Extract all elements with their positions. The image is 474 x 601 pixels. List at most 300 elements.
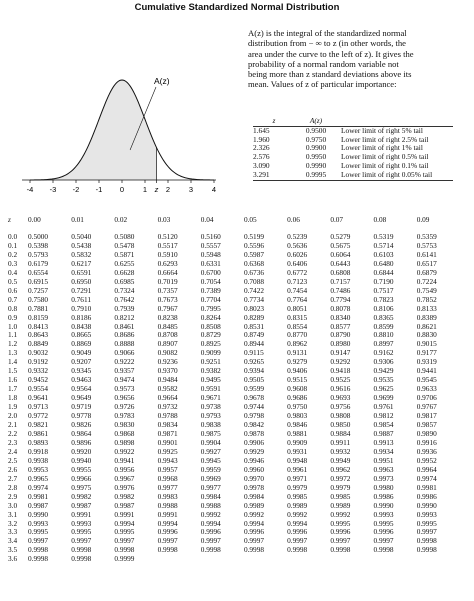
table-cell: 0.8023 xyxy=(243,303,265,313)
table-cell: 0.9616 xyxy=(330,384,351,394)
table-cell: 0.7794 xyxy=(330,294,351,304)
table-cell: 0.8907 xyxy=(157,339,178,349)
table-cell: 0.9938 xyxy=(28,455,49,465)
crit-a: 0.9500 xyxy=(305,125,327,135)
table-cell: 0.8413 xyxy=(28,321,49,331)
table-cell: 0.9812 xyxy=(373,411,394,421)
crit-z: 3.090 xyxy=(253,160,270,170)
row-z-value: 1.1 xyxy=(8,330,18,340)
table-cell: 0.9927 xyxy=(200,446,221,456)
table-cell: 0.9964 xyxy=(416,464,437,474)
table-cell: 0.6179 xyxy=(28,258,49,268)
table-cell: 0.6554 xyxy=(28,267,49,277)
table-cell: 0.6293 xyxy=(157,258,178,268)
critical-value-row xyxy=(253,171,453,180)
crit-desc: Lower limit of right 0.5% tail xyxy=(341,152,429,162)
table-cell: 0.9960 xyxy=(243,464,265,474)
table-cell: 0.9998 xyxy=(200,545,221,555)
row-z-value: 0.4 xyxy=(8,267,18,277)
table-cell: 0.9934 xyxy=(373,446,394,456)
header-az: A(z) xyxy=(309,116,323,125)
table-cell: 0.9783 xyxy=(114,411,135,421)
table-cell: 0.6103 xyxy=(373,249,394,259)
table-cell: 0.6808 xyxy=(330,267,351,277)
table-cell: 0.9988 xyxy=(200,500,221,510)
table-cell: 0.9633 xyxy=(416,384,437,394)
row-z-value: 0.1 xyxy=(8,240,18,250)
table-cell: 0.9911 xyxy=(330,437,351,447)
table-cell: 0.7673 xyxy=(157,294,178,304)
crit-desc: Lower limit of right 5% tail xyxy=(341,125,423,135)
table-cell: 0.9981 xyxy=(416,482,437,492)
table-cell: 0.5160 xyxy=(200,232,221,241)
row-z-value: 1.4 xyxy=(8,357,18,367)
table-cell: 0.9821 xyxy=(28,420,49,430)
table-cell: 0.9953 xyxy=(28,464,49,474)
table-cell: 0.9909 xyxy=(287,437,308,447)
table-cell: 0.9875 xyxy=(200,428,221,438)
row-z-value: 2.2 xyxy=(8,428,18,438)
table-cell: 0.6141 xyxy=(416,249,437,259)
table-cell: 0.9990 xyxy=(373,500,394,510)
table-cell: 0.9115 xyxy=(243,348,264,358)
table-cell: 0.8665 xyxy=(71,330,92,340)
table-cell: 0.9713 xyxy=(28,402,49,412)
table-cell: 0.9998 xyxy=(416,536,437,546)
table-cell: 0.7764 xyxy=(287,294,308,304)
table-cell: 0.8554 xyxy=(287,321,308,331)
table-cell: 0.5714 xyxy=(373,240,394,250)
row-z-value: 3.1 xyxy=(8,509,18,519)
table-cell: 0.7734 xyxy=(243,294,265,304)
table-cell: 0.9904 xyxy=(200,437,221,447)
table-cell: 0.9756 xyxy=(330,402,351,412)
table-cell: 0.5832 xyxy=(71,249,92,259)
table-cell: 0.9441 xyxy=(416,366,437,376)
table-cell: 0.9949 xyxy=(330,455,351,465)
table-cell: 0.9996 xyxy=(287,527,308,537)
table-cell: 0.9871 xyxy=(157,428,178,438)
table-cell: 0.9842 xyxy=(243,420,265,430)
table-cell: 0.9997 xyxy=(71,536,92,546)
table-cell: 0.6700 xyxy=(200,267,221,277)
table-cell: 0.6736 xyxy=(243,267,265,277)
shaded-area xyxy=(30,80,157,180)
table-cell: 0.9980 xyxy=(373,482,394,492)
description-line: distribution from − ∞ to z (in other words, the xyxy=(248,38,406,49)
table-cell: 0.9991 xyxy=(114,509,135,519)
table-cell: 0.9992 xyxy=(243,509,265,519)
critical-values-header xyxy=(253,117,453,126)
table-cell: 0.9998 xyxy=(373,545,394,555)
table-cell: 0.9793 xyxy=(200,411,221,421)
table-cell: 0.6664 xyxy=(157,267,178,277)
table-cell: 0.7257 xyxy=(28,285,49,295)
table-cell: 0.9706 xyxy=(416,393,437,403)
table-cell: 0.9913 xyxy=(373,437,394,447)
table-cell: 0.7704 xyxy=(200,294,221,304)
row-z-value: 3.6 xyxy=(8,554,18,564)
table-cell: 0.9332 xyxy=(28,366,49,376)
table-cell: 0.8389 xyxy=(416,312,437,322)
table-cell: 0.6331 xyxy=(200,258,221,268)
table-cell: 0.9484 xyxy=(157,375,178,385)
table-cell: 0.5517 xyxy=(157,240,178,250)
table-cell: 0.9864 xyxy=(71,428,92,438)
table-cell: 0.9857 xyxy=(416,420,437,430)
table-cell: 0.5199 xyxy=(243,232,265,241)
row-z-value: 1.2 xyxy=(8,339,18,349)
table-cell: 0.9991 xyxy=(157,509,178,519)
table-cell: 0.9992 xyxy=(330,509,351,519)
table-cell: 0.9761 xyxy=(373,402,394,412)
table-cell: 0.9925 xyxy=(157,446,178,456)
table-cell: 0.9554 xyxy=(28,384,49,394)
table-cell: 0.5636 xyxy=(287,240,308,250)
table-cell: 0.9906 xyxy=(243,437,265,447)
description-line: being more than z standard deviations above its xyxy=(248,69,412,80)
table-cell: 0.9948 xyxy=(287,455,308,465)
tick-label: -1 xyxy=(95,185,103,194)
table-cell: 0.7967 xyxy=(157,303,178,313)
crit-z: 1.960 xyxy=(253,134,270,144)
table-cell: 0.9916 xyxy=(416,437,437,447)
table-cell: 0.8186 xyxy=(71,312,92,322)
table-cell: 0.6985 xyxy=(114,276,135,286)
table-cell: 0.9955 xyxy=(71,464,92,474)
table-cell: 0.9986 xyxy=(416,491,437,501)
table-cell: 0.9750 xyxy=(287,402,308,412)
table-cell: 0.6591 xyxy=(71,267,92,277)
crit-a: 0.9990 xyxy=(305,160,327,170)
table-cell: 0.9978 xyxy=(243,482,265,492)
table-cell: 0.9997 xyxy=(243,536,265,546)
column-header: 0.02 xyxy=(114,215,128,224)
table-cell: 0.9973 xyxy=(373,473,394,483)
table-cell: 0.9977 xyxy=(200,482,221,492)
table-cell: 0.9984 xyxy=(243,491,265,501)
table-cell: 0.9991 xyxy=(71,509,92,519)
table-cell: 0.6628 xyxy=(114,267,135,277)
table-cell: 0.9452 xyxy=(28,375,49,385)
table-cell: 0.9015 xyxy=(416,339,437,349)
table-cell: 0.7486 xyxy=(330,285,351,295)
table-cell: 0.9744 xyxy=(243,402,265,412)
table-cell: 0.9970 xyxy=(243,473,265,483)
table-cell: 0.9988 xyxy=(157,500,178,510)
table-cell: 0.9969 xyxy=(200,473,221,483)
table-cell: 0.9591 xyxy=(200,384,221,394)
table-cell: 0.8944 xyxy=(243,339,265,349)
column-header: 0.09 xyxy=(416,215,430,224)
table-cell: 0.5871 xyxy=(114,249,135,259)
table-cell: 0.9505 xyxy=(243,375,265,385)
table-cell: 0.9997 xyxy=(200,536,221,546)
table-cell: 0.9625 xyxy=(373,384,394,394)
table-cell: 0.8643 xyxy=(28,330,49,340)
table-cell: 0.9990 xyxy=(416,500,437,510)
z-table xyxy=(8,213,460,564)
table-cell: 0.8686 xyxy=(114,330,135,340)
table-cell: 0.9995 xyxy=(330,518,351,528)
table-cell: 0.9901 xyxy=(157,437,178,447)
tick-label: -2 xyxy=(72,185,80,194)
table-cell: 0.9292 xyxy=(330,357,351,367)
table-cell: 0.9995 xyxy=(373,518,394,528)
table-cell: 0.8962 xyxy=(287,339,308,349)
table-cell: 0.8708 xyxy=(157,330,178,340)
table-cell: 0.7123 xyxy=(287,276,308,286)
row-z-value: 0.0 xyxy=(8,232,18,241)
table-cell: 0.9929 xyxy=(243,446,265,456)
table-cell: 0.7580 xyxy=(28,294,49,304)
table-cell: 0.9826 xyxy=(71,420,92,430)
crit-a: 0.9950 xyxy=(305,152,327,162)
table-cell: 0.6879 xyxy=(416,267,437,277)
table-cell: 0.9394 xyxy=(243,366,265,376)
table-cell: 0.9599 xyxy=(243,384,265,394)
table-cell: 0.9545 xyxy=(416,375,437,385)
table-cell: 0.9979 xyxy=(330,482,351,492)
table-cell: 0.6517 xyxy=(416,258,437,268)
table-cell: 0.9989 xyxy=(330,500,351,510)
crit-desc: Lower limit of right 1% tail xyxy=(341,143,423,153)
table-cell: 0.9998 xyxy=(71,554,92,564)
table-cell: 0.8315 xyxy=(287,312,308,322)
table-cell: 0.9525 xyxy=(330,375,351,385)
table-cell: 0.9066 xyxy=(114,348,135,358)
row-z-value: 2.1 xyxy=(8,420,18,430)
table-cell: 0.9992 xyxy=(287,509,308,519)
crit-z: 3.291 xyxy=(253,169,270,179)
header-z: z xyxy=(272,116,276,125)
crit-desc: Lower limit of right 0.05% tail xyxy=(341,169,433,179)
table-cell: 0.9998 xyxy=(28,554,49,564)
row-z-value: 0.8 xyxy=(8,303,18,313)
table-cell: 0.7454 xyxy=(287,285,308,295)
table-cell: 0.9997 xyxy=(28,536,49,546)
table-cell: 0.9994 xyxy=(114,518,135,528)
table-cell: 0.9974 xyxy=(28,482,49,492)
table-cell: 0.8849 xyxy=(28,339,49,349)
table-cell: 0.5239 xyxy=(287,232,308,241)
table-cell: 0.8159 xyxy=(28,312,49,322)
table-cell: 0.9656 xyxy=(114,393,135,403)
table-cell: 0.8599 xyxy=(373,321,394,331)
row-z-value: 2.4 xyxy=(8,446,18,456)
table-cell: 0.9719 xyxy=(71,402,92,412)
table-cell: 0.9997 xyxy=(416,527,437,537)
table-cell: 0.9987 xyxy=(28,500,49,510)
table-cell: 0.9370 xyxy=(157,366,178,376)
table-cell: 0.9987 xyxy=(71,500,92,510)
table-cell: 0.9965 xyxy=(28,473,49,483)
table-cell: 0.9884 xyxy=(330,428,351,438)
table-cell: 0.9429 xyxy=(373,366,394,376)
table-cell: 0.8289 xyxy=(243,312,265,322)
table-cell: 0.9982 xyxy=(71,491,92,501)
table-cell: 0.9967 xyxy=(114,473,135,483)
tick-label: 1 xyxy=(142,185,148,194)
table-cell: 0.8830 xyxy=(416,330,437,340)
row-z-value: 3.4 xyxy=(8,536,18,546)
column-header: 0.03 xyxy=(157,215,171,224)
table-cell: 0.9207 xyxy=(71,357,92,367)
table-cell: 0.9997 xyxy=(330,536,351,546)
table-cell: 0.9798 xyxy=(243,411,265,421)
table-cell: 0.9535 xyxy=(373,375,394,385)
table-cell: 0.7190 xyxy=(373,276,394,286)
table-cell: 0.9956 xyxy=(114,464,135,474)
table-cell: 0.9989 xyxy=(287,500,308,510)
table-cell: 0.7995 xyxy=(200,303,221,313)
row-z-value: 2.6 xyxy=(8,464,18,474)
table-cell: 0.9961 xyxy=(287,464,308,474)
table-cell: 0.9808 xyxy=(330,411,351,421)
table-cell: 0.9893 xyxy=(28,437,49,447)
row-z-value: 1.8 xyxy=(8,393,18,403)
table-cell: 0.9082 xyxy=(157,348,178,358)
table-cell: 0.9573 xyxy=(114,384,135,394)
table-cell: 0.9936 xyxy=(416,446,437,456)
table-cell: 0.9979 xyxy=(287,482,308,492)
tick-label: z xyxy=(154,185,159,194)
table-cell: 0.7224 xyxy=(416,276,437,286)
crit-a: 0.9750 xyxy=(305,134,327,144)
table-cell: 0.9131 xyxy=(287,348,308,358)
table-cell: 0.8531 xyxy=(243,321,265,331)
table-cell: 0.9981 xyxy=(28,491,49,501)
table-cell: 0.9463 xyxy=(71,375,92,385)
table-cell: 0.5948 xyxy=(200,249,221,259)
table-cell: 0.5359 xyxy=(416,232,437,241)
table-cell: 0.9985 xyxy=(330,491,351,501)
crit-z: 2.576 xyxy=(253,152,270,162)
table-cell: 0.9998 xyxy=(71,545,92,555)
row-z-value: 2.9 xyxy=(8,491,18,501)
column-header: 0.08 xyxy=(373,215,387,224)
table-cell: 0.9678 xyxy=(243,393,265,403)
table-cell: 0.6844 xyxy=(373,267,394,277)
table-cell: 0.9932 xyxy=(330,446,351,456)
table-cell: 0.9861 xyxy=(28,428,49,438)
table-cell: 0.9838 xyxy=(200,420,221,430)
table-cell: 0.8790 xyxy=(330,330,351,340)
table-cell: 0.9162 xyxy=(373,348,394,358)
table-cell: 0.9418 xyxy=(330,366,351,376)
table-cell: 0.9726 xyxy=(114,402,135,412)
table-cell: 0.9664 xyxy=(157,393,178,403)
table-cell: 0.6772 xyxy=(287,267,308,277)
table-cell: 0.7852 xyxy=(416,294,437,304)
column-header: 0.07 xyxy=(330,215,344,224)
table-cell: 0.9515 xyxy=(287,375,308,385)
column-header: 0.00 xyxy=(28,215,41,224)
table-cell: 0.8438 xyxy=(71,321,92,331)
table-cell: 0.9995 xyxy=(416,518,437,528)
table-cell: 0.9147 xyxy=(330,348,351,358)
tick-label: -4 xyxy=(26,185,34,194)
table-cell: 0.9251 xyxy=(200,357,221,367)
critical-values-table xyxy=(253,117,453,181)
table-cell: 0.9993 xyxy=(373,509,394,519)
crit-desc: Lower limit of right 0.1% tail xyxy=(341,160,429,170)
table-cell: 0.9998 xyxy=(287,545,308,555)
table-cell: 0.9987 xyxy=(114,500,135,510)
table-cell: 0.7019 xyxy=(157,276,178,286)
row-z-value: 1.7 xyxy=(8,384,18,394)
table-cell: 0.9931 xyxy=(287,446,308,456)
table-cell: 0.9306 xyxy=(373,357,394,367)
table-cell: 0.7611 xyxy=(71,294,91,304)
table-cell: 0.6915 xyxy=(28,276,49,286)
table-cell: 0.9989 xyxy=(243,500,265,510)
crit-desc: Lower limit of right 2.5% tail xyxy=(341,134,429,144)
table-cell: 0.6406 xyxy=(287,258,308,268)
page-title: Cumulative Standardized Normal Distribution xyxy=(134,2,340,13)
table-cell: 0.9951 xyxy=(373,455,394,465)
table-cell: 0.9996 xyxy=(330,527,351,537)
table-cell: 0.9998 xyxy=(243,545,265,555)
table-cell: 0.9788 xyxy=(157,411,178,421)
normal-curve-diagram xyxy=(18,62,218,202)
table-cell: 0.9994 xyxy=(157,518,178,528)
table-cell: 0.9974 xyxy=(416,473,437,483)
table-cell: 0.7324 xyxy=(114,285,135,295)
table-cell: 0.8888 xyxy=(114,339,135,349)
table-cell: 0.6443 xyxy=(330,258,351,268)
description-line: area under the curve to the left of z). It gives the xyxy=(248,48,414,59)
tick-label: 4 xyxy=(211,185,217,194)
table-cell: 0.7054 xyxy=(200,276,221,286)
table-cell: 0.9998 xyxy=(157,545,178,555)
table-cell: 0.9992 xyxy=(200,509,221,519)
table-cell: 0.8485 xyxy=(157,321,178,331)
table-cell: 0.9996 xyxy=(373,527,394,537)
table-cell: 0.9922 xyxy=(114,446,135,456)
table-row xyxy=(8,555,460,564)
table-cell: 0.5279 xyxy=(330,232,351,241)
table-cell: 0.9693 xyxy=(330,393,351,403)
table-cell: 0.9778 xyxy=(71,411,92,421)
table-cell: 0.8869 xyxy=(71,339,92,349)
table-cell: 0.9977 xyxy=(157,482,178,492)
table-cell: 0.9671 xyxy=(200,393,221,403)
table-cell: 0.7881 xyxy=(28,303,49,313)
table-cell: 0.9998 xyxy=(114,545,135,555)
description-line: A(z) is the integral of the standardized normal xyxy=(248,28,407,38)
table-cell: 0.5675 xyxy=(330,240,351,250)
curve-label: A(z) xyxy=(154,76,170,86)
table-cell: 0.6950 xyxy=(71,276,92,286)
table-cell: 0.5557 xyxy=(200,240,221,250)
row-z-value: 3.0 xyxy=(8,500,18,510)
table-cell: 0.9963 xyxy=(373,464,394,474)
crit-a: 0.9995 xyxy=(305,169,327,179)
table-cell: 0.7422 xyxy=(243,285,265,295)
table-cell: 0.7517 xyxy=(373,285,394,295)
table-cell: 0.5319 xyxy=(373,232,394,241)
crit-z: 1.645 xyxy=(253,125,270,135)
row-z-value: 3.3 xyxy=(8,527,18,537)
table-cell: 0.9998 xyxy=(330,545,351,555)
column-header: 0.05 xyxy=(243,215,257,224)
table-cell: 0.5793 xyxy=(28,249,49,259)
table-cell: 0.8078 xyxy=(330,303,351,313)
table-cell: 0.9495 xyxy=(200,375,221,385)
table-cell: 0.9846 xyxy=(287,420,308,430)
table-cell: 0.9357 xyxy=(114,366,135,376)
